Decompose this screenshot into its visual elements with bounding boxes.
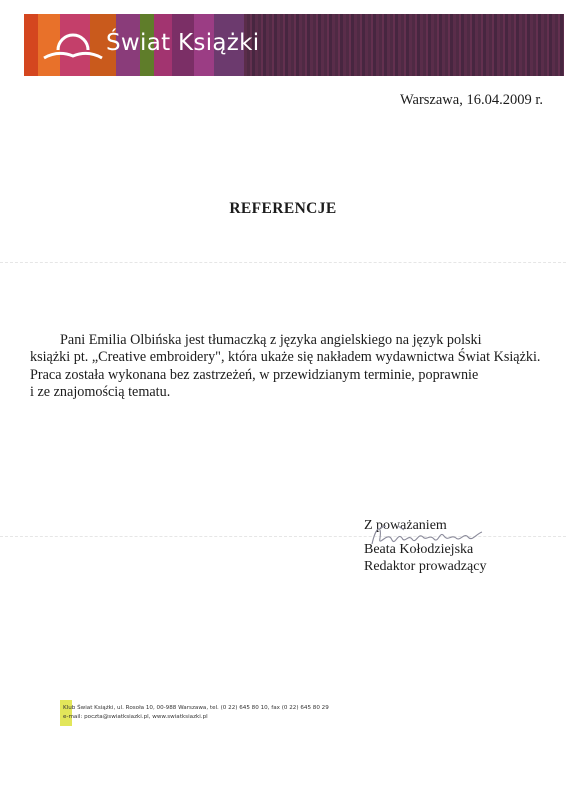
body-line: i ze znajomością tematu. [30, 383, 171, 400]
body-line: książki pt. „Creative embroidery", która ukaże się nakładem wydawnictwa Świat Książki. [30, 349, 541, 366]
body-line: Pani Emilia Olbińska jest tłumaczką z języka angielskiego na język polski [60, 332, 482, 348]
header-banner [24, 14, 564, 76]
letter-date: Warszawa, 16.04.2009 r. [400, 92, 543, 108]
signatory-name: Beata Kołodziejska [364, 541, 474, 557]
closing-phrase: Z poważaniem [364, 518, 447, 533]
letter-body [30, 332, 550, 401]
body-line: Praca została wykonana bez zastrzeżeń, w przewidzianym terminie, poprawnie [30, 366, 479, 383]
banner-stripe [244, 14, 564, 76]
brand-name: Świat Książki [106, 30, 260, 56]
handwritten-signature [368, 522, 488, 552]
open-book-sun-icon [42, 28, 104, 62]
letter-title: REFERENCJE [229, 200, 337, 217]
footer-email-web: e-mail: poczta@swiatksiazki.pl, www.swiatksiazki.pl [63, 713, 208, 720]
signatory-title: Redaktor prowadzący [364, 559, 487, 574]
footer-contact [63, 704, 483, 721]
scan-line [0, 262, 566, 263]
banner-stripe [24, 14, 38, 76]
footer-address: Klub Świat Książki, ul. Rosoła 10, 00-988 Warszawa, tel. (0 22) 645 80 10, fax (0 22) 645 80 29 [63, 705, 329, 711]
